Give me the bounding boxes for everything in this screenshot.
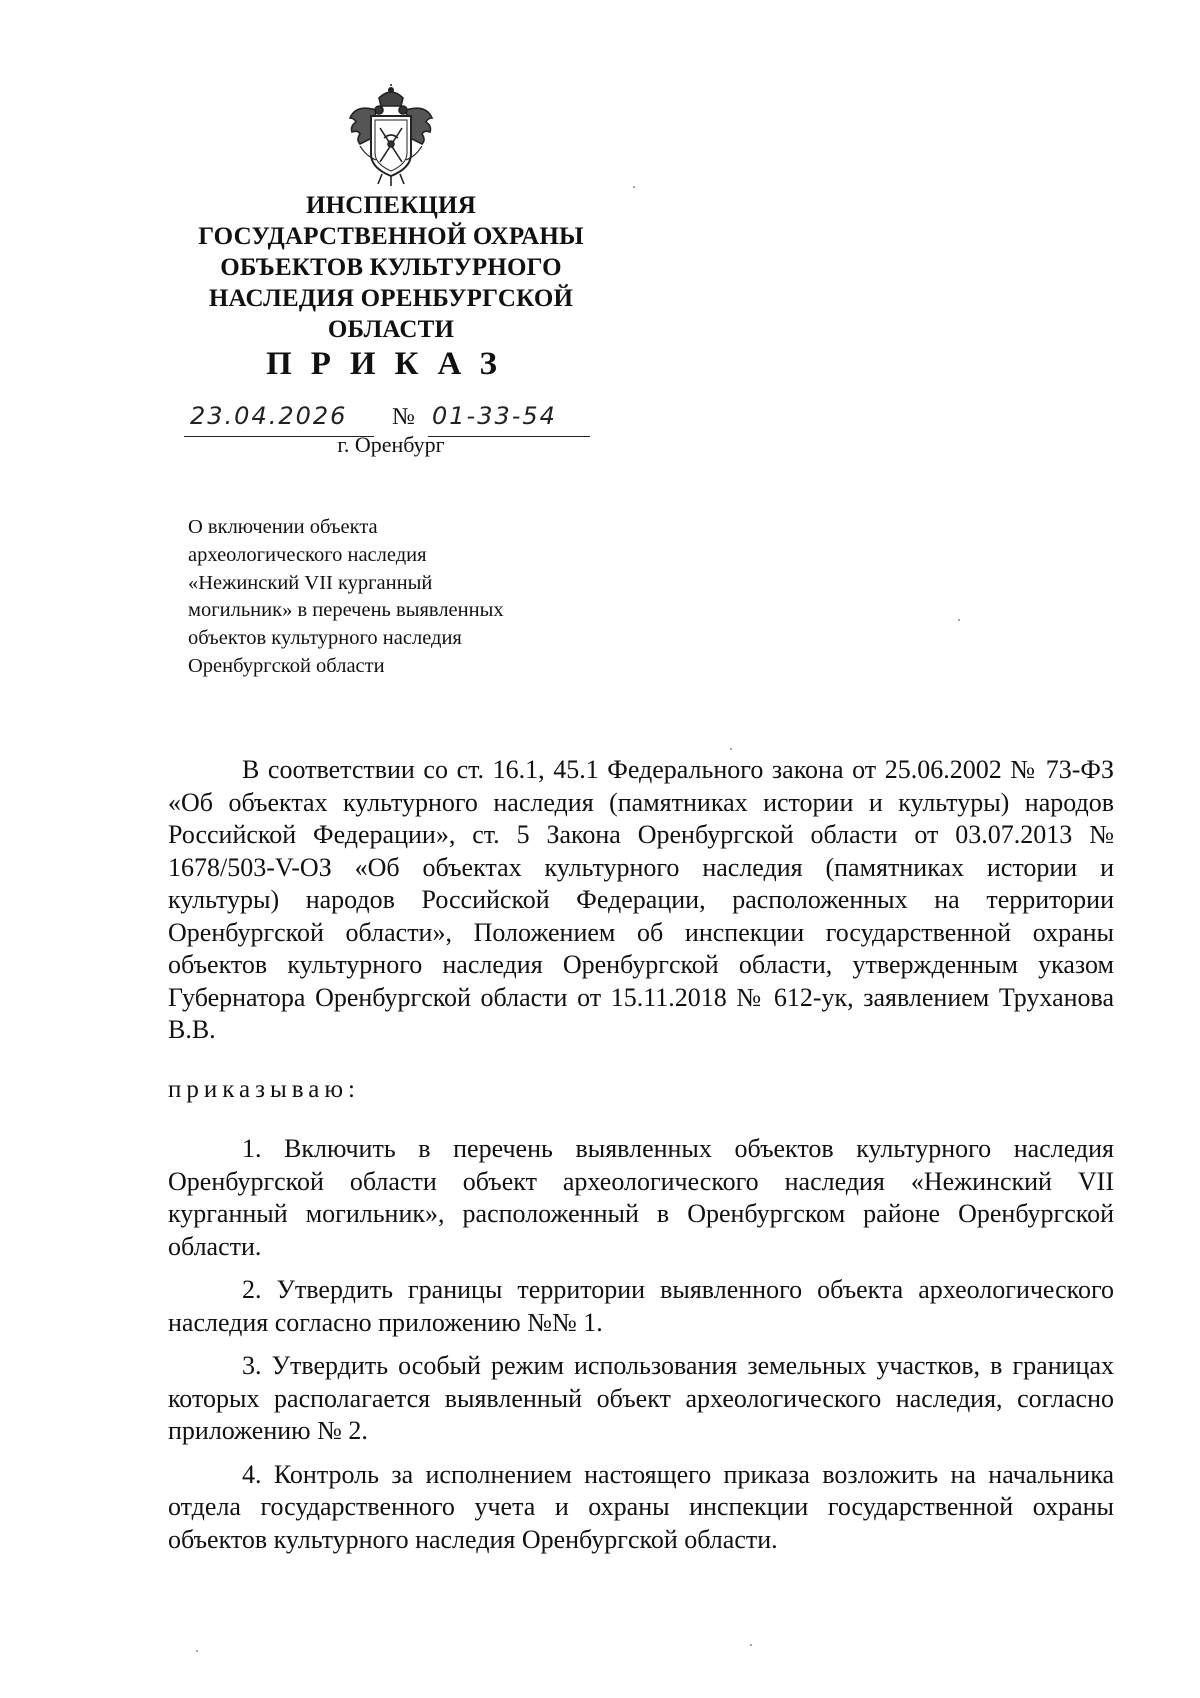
city: г. Оренбург <box>337 432 445 457</box>
scan-speck <box>633 186 635 188</box>
subject-line: Оренбургской области <box>188 654 385 677</box>
order-item: 3. Утвердить особый режим использования земельных участков, в границах которых располагается выявленный объект археологического наследия, согласно приложению № 2. <box>168 1351 1114 1445</box>
order-item: 4. Контроль за исполнением настоящего приказа возложить на начальника отдела государственного учета и охраны инспекции государственной охраны объектов культурного наследия Оренбургской области. <box>168 1459 1114 1554</box>
order-items <box>168 1133 1114 1567</box>
subject-line: объектов культурного наследия <box>188 627 462 650</box>
organization-name <box>150 190 632 345</box>
coat-of-arms-icon <box>346 84 436 188</box>
org-line: ИНСПЕКЦИЯ <box>306 192 476 219</box>
scan-speck <box>730 748 732 750</box>
preamble-paragraph <box>168 754 1114 1047</box>
orders-word: приказываю: <box>168 1076 360 1103</box>
org-line: ОБЪЕКТОВ КУЛЬТУРНОГО <box>220 254 562 281</box>
document-type-title: ПРИКАЗ <box>266 346 516 382</box>
org-line: НАСЛЕДИЯ ОРЕНБУРГСКОЙ <box>208 285 574 312</box>
subject-line: археологического наследия <box>188 543 427 566</box>
org-line: ОБЛАСТИ <box>327 316 455 343</box>
order-number: 01-33-54 <box>432 402 557 430</box>
subject-line: могильник» в перечень выявленных <box>188 599 504 622</box>
order-subject <box>188 514 588 681</box>
number-sign: № <box>392 404 415 430</box>
preamble-text: В соответствии со ст. 16.1, 45.1 Федерального закона от 25.06.2002 № 73-ФЗ «Об объектах культурного наследия (памятниках истории и культуры) народов Российской Федерации», ст. 5 Закона Оренбургской области от 03.07.2013 № 1678/503-V-ОЗ «Об объектах культурного наследия (памятниках истории и культуры) народов Российской Федерации, расположенных на территории Оренбургской области», Положением об инспекции государственной охраны объектов культурного наследия Оренбургской области, утвержденным указом Губернатора Оренбургской области от 15.11.2018 № 612-ук, заявлением Труханова В.В. <box>168 755 1114 1044</box>
subject-line: «Нежинский VII курганный <box>188 571 433 594</box>
order-date: 23.04.2026 <box>190 402 348 430</box>
order-item: 1. Включить в перечень выявленных объектов культурного наследия Оренбургской области объект археологического наследия «Нежинский VII курганный могильник», расположенный в Оренбургском районе Оренбургской области. <box>168 1134 1114 1261</box>
scan-speck <box>750 1644 752 1646</box>
scan-speck <box>958 619 960 621</box>
org-line: ГОСУДАРСТВЕННОЙ ОХРАНЫ <box>198 223 584 250</box>
scan-speck <box>196 1650 198 1652</box>
subject-line: О включении объекта <box>188 516 378 538</box>
order-item: 2. Утвердить границы территории выявленного объекта археологического наследия согласно приложению №№ 1. <box>168 1275 1114 1337</box>
